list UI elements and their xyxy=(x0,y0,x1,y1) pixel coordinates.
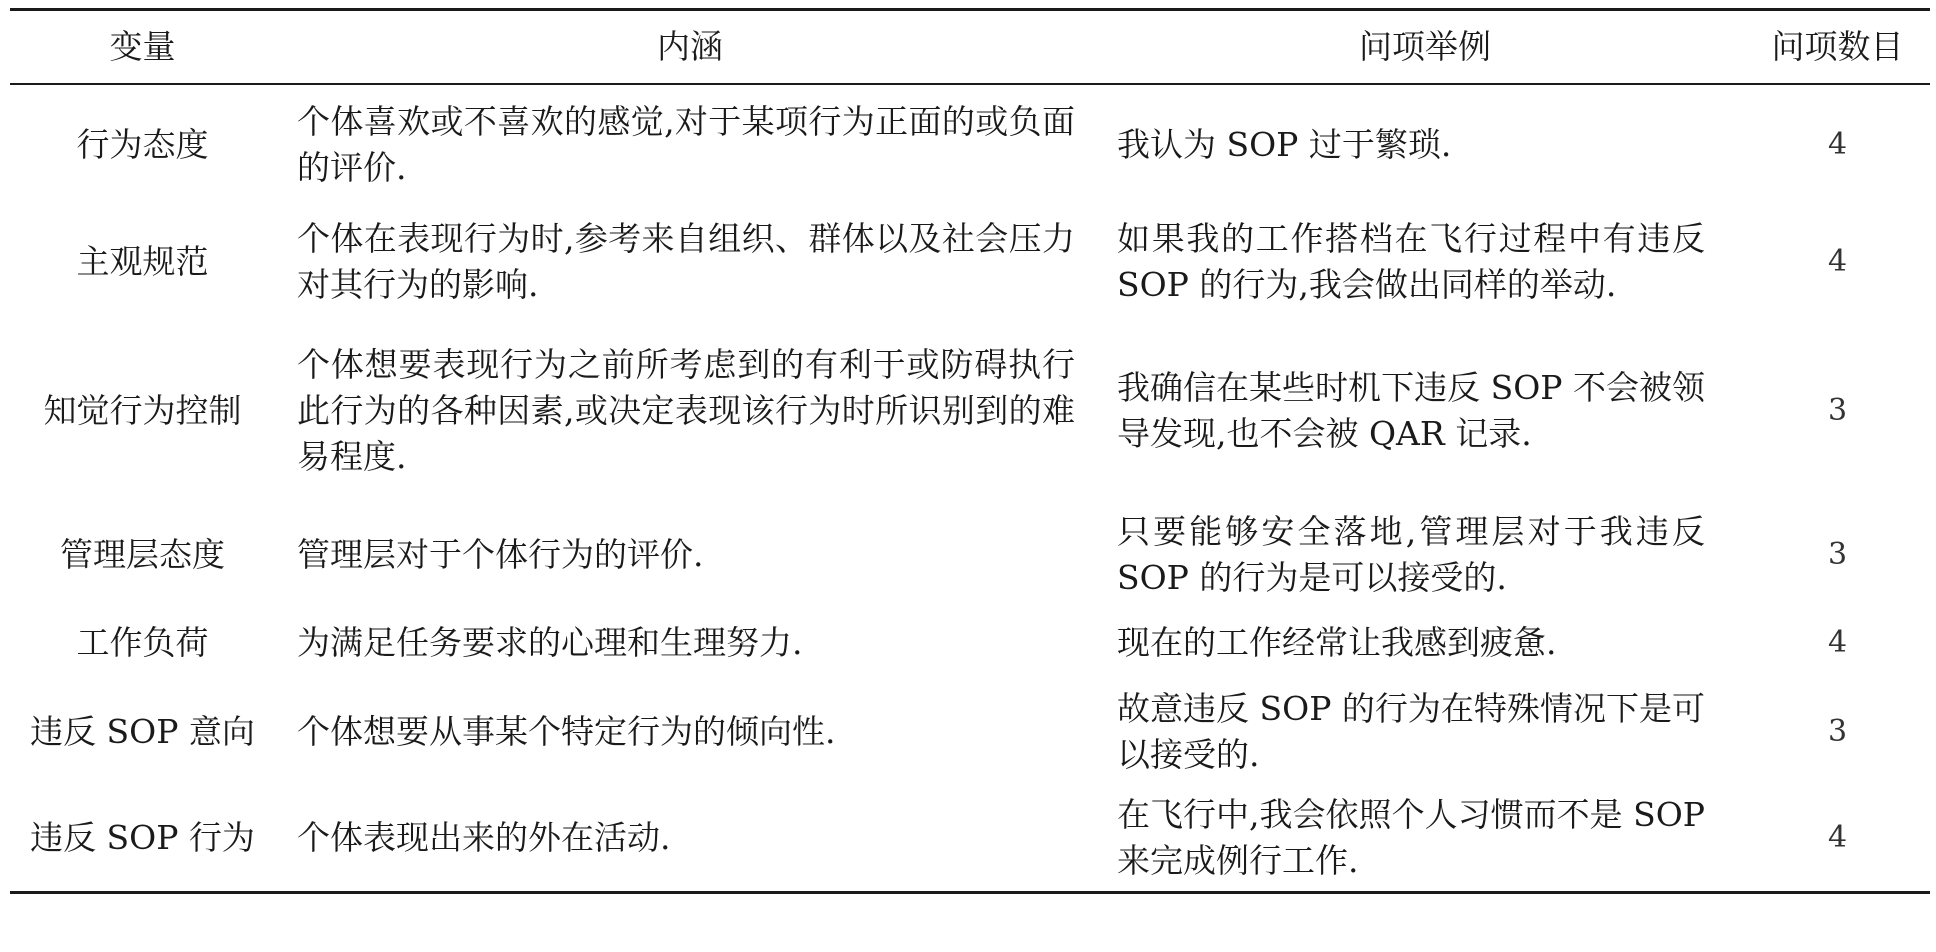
table-header xyxy=(10,10,1930,85)
count-cell: 4 xyxy=(1827,127,1848,162)
definition-cell: 个体喜欢或不喜欢的感觉,对于某项行为正面的或负面的评价. xyxy=(297,102,1075,187)
header-variable: 变量 xyxy=(109,27,176,66)
definition-cell: 个体在表现行为时,参考来自组织、群体以及社会压力对其行为的影响. xyxy=(297,219,1075,304)
variable-cell: 知觉行为控制 xyxy=(43,391,242,430)
table-row xyxy=(10,319,1930,503)
definition-cell: 个体表现出来的外在活动. xyxy=(297,818,671,857)
header-example: 问项举例 xyxy=(1359,27,1491,66)
definition-cell: 个体想要从事某个特定行为的倾向性. xyxy=(297,712,836,751)
table-body xyxy=(10,84,1930,893)
count-cell: 3 xyxy=(1827,537,1848,572)
header-definition: 内涵 xyxy=(657,27,723,66)
table-row xyxy=(10,785,1930,893)
count-cell: 4 xyxy=(1827,625,1848,660)
variable-cell: 管理层态度 xyxy=(60,535,225,574)
definition-cell: 为满足任务要求的心理和生理努力. xyxy=(297,623,803,662)
count-cell: 4 xyxy=(1827,244,1848,279)
definition-cell: 管理层对于个体行为的评价. xyxy=(297,535,704,574)
variable-cell: 行为态度 xyxy=(76,125,209,164)
example-cell: 如果我的工作搭档在飞行过程中有违反 SOP 的行为,我会做出同样的举动. xyxy=(1117,219,1705,304)
count-cell: 4 xyxy=(1827,820,1848,855)
definition-cell: 个体想要表现行为之前所考虑到的有利于或防碍执行此行为的各种因素,或决定表现该行为时所识别到的难易程度. xyxy=(297,345,1075,476)
table-row xyxy=(10,503,1930,607)
variable-cell: 主观规范 xyxy=(76,242,209,281)
table-row xyxy=(10,205,1930,319)
example-cell: 在飞行中,我会依照个人习惯而不是 SOP 来完成例行工作. xyxy=(1117,795,1705,880)
variables-table-container xyxy=(10,8,1930,894)
example-cell: 现在的工作经常让我感到疲惫. xyxy=(1117,623,1557,662)
table-row xyxy=(10,84,1930,205)
example-cell: 故意违反 SOP 的行为在特殊情况下是可以接受的. xyxy=(1117,689,1705,774)
table-row xyxy=(10,679,1930,785)
header-row xyxy=(10,10,1930,85)
count-cell: 3 xyxy=(1827,714,1848,749)
example-cell: 只要能够安全落地,管理层对于我违反 SOP 的行为是可以接受的. xyxy=(1117,512,1705,597)
variables-table xyxy=(10,8,1930,894)
variable-cell: 违反 SOP 意向 xyxy=(30,712,255,751)
variable-cell: 工作负荷 xyxy=(76,623,209,662)
example-cell: 我确信在某些时机下违反 SOP 不会被领导发现,也不会被 QAR 记录. xyxy=(1117,368,1705,453)
table-row xyxy=(10,607,1930,679)
variable-cell: 违反 SOP 行为 xyxy=(30,818,255,857)
count-cell: 3 xyxy=(1827,393,1848,428)
header-count: 问项数目 xyxy=(1771,27,1904,66)
example-cell: 我认为 SOP 过于繁琐. xyxy=(1117,125,1452,164)
